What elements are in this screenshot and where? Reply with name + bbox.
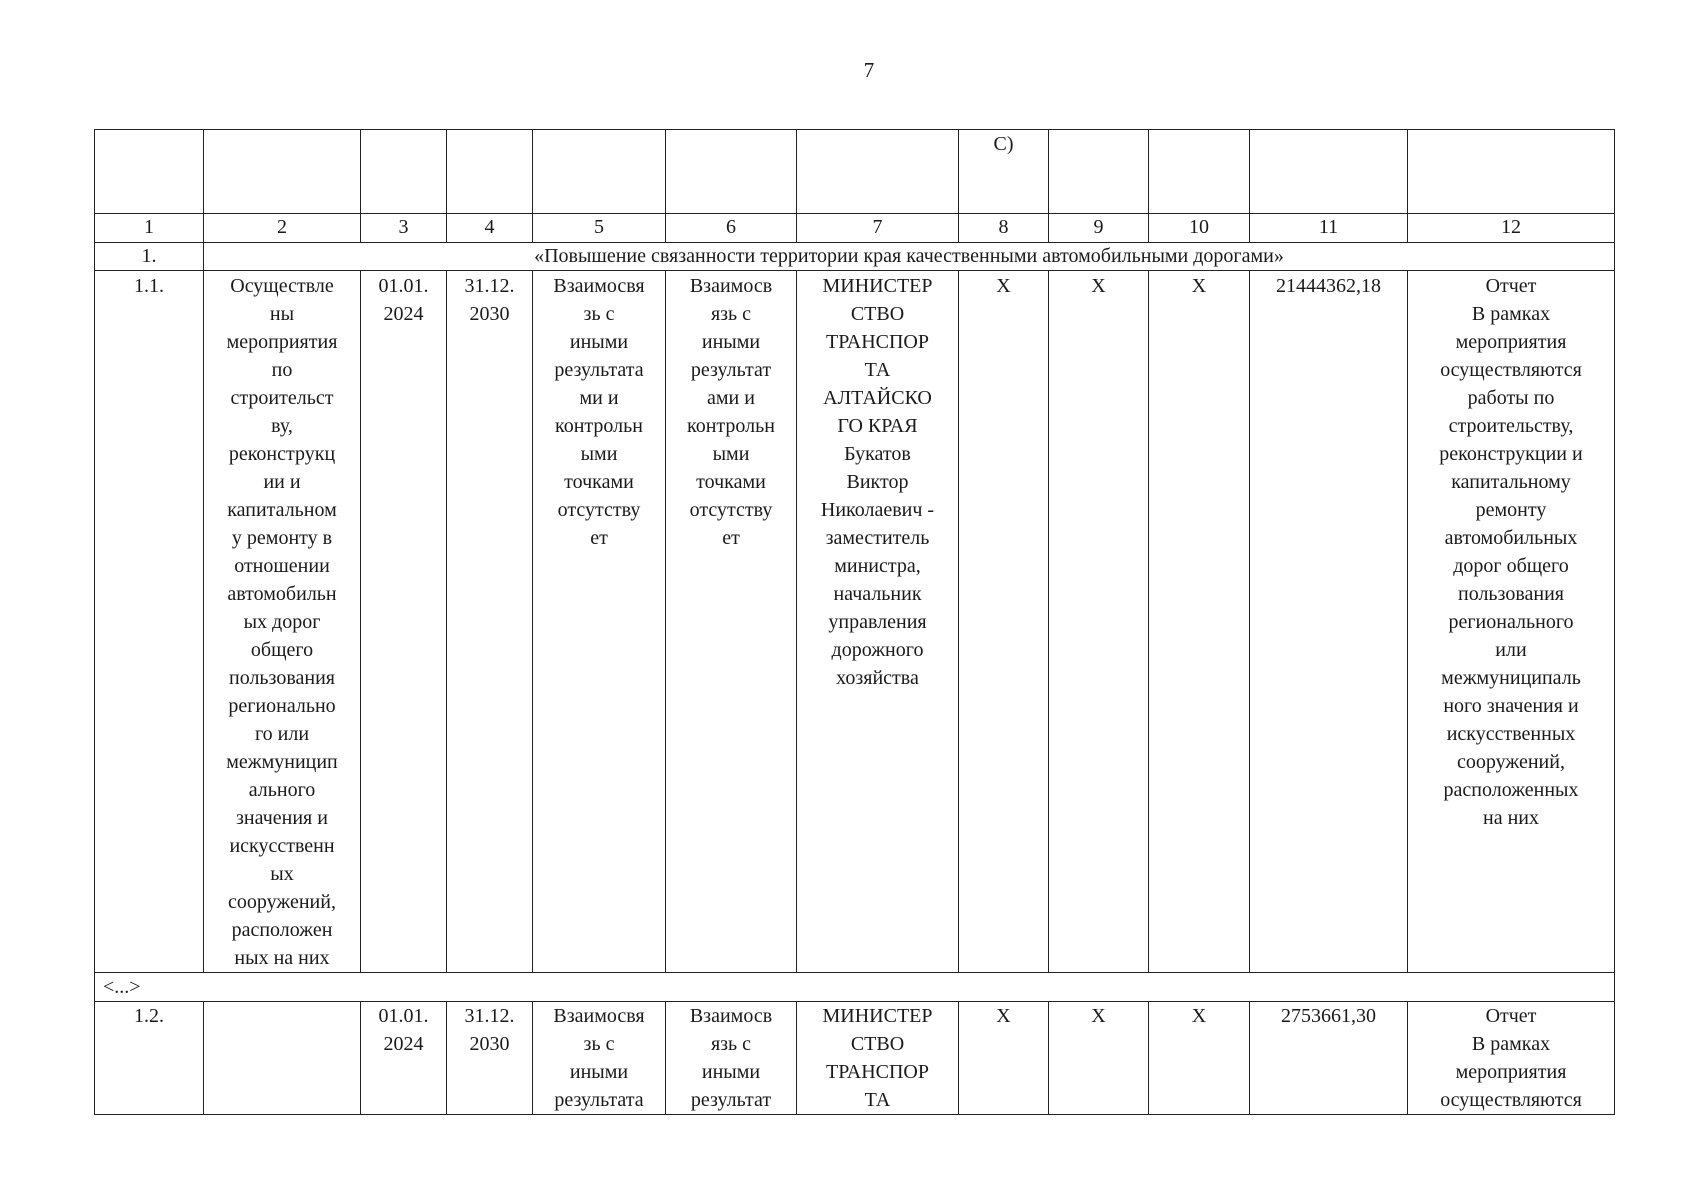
ellipsis: <...> — [95, 973, 1615, 1002]
table-row — [95, 271, 1615, 973]
mark-cell: X — [959, 1002, 1049, 1115]
section-title: «Повышение связанности территории края качественными автомобильными дорогами» — [204, 243, 1615, 271]
mark-cell: X — [1149, 1002, 1250, 1115]
column-number: 7 — [797, 214, 959, 243]
header-cell — [797, 130, 959, 214]
relation-cell: Взаимосвя зь с иными результата — [533, 1002, 666, 1115]
header-cell — [447, 130, 533, 214]
ellipsis-row — [95, 973, 1615, 1002]
section-number: 1. — [95, 243, 204, 271]
header-cell — [1408, 130, 1615, 214]
amount-cell: 2753661,30 — [1250, 1002, 1408, 1115]
column-number: 4 — [447, 214, 533, 243]
end-date: 31.12. 2030 — [447, 1002, 533, 1115]
column-number: 2 — [204, 214, 361, 243]
start-date: 01.01. 2024 — [361, 271, 447, 973]
responsible-cell: МИНИСТЕР СТВО ТРАНСПОР ТА — [797, 1002, 959, 1115]
amount-cell: 21444362,18 — [1250, 271, 1408, 973]
mark-cell: X — [1049, 271, 1149, 973]
header-cell — [533, 130, 666, 214]
column-number: 3 — [361, 214, 447, 243]
relation-cell: Взаимосв язь с иными результат — [666, 1002, 797, 1115]
row-number: 1.2. — [95, 1002, 204, 1115]
end-date: 31.12. 2030 — [447, 271, 533, 973]
column-number: 12 — [1408, 214, 1615, 243]
column-number: 9 — [1049, 214, 1149, 243]
column-number: 10 — [1149, 214, 1250, 243]
header-cell — [666, 130, 797, 214]
measure-description — [204, 1002, 361, 1115]
report-cell: Отчет В рамках мероприятия осуществляются — [1408, 1002, 1615, 1115]
relation-cell: Взаимосв язь с иными результат ами и контрольн ыми точками отсутству ет — [666, 271, 797, 973]
row-number: 1.1. — [95, 271, 204, 973]
header-cell — [1149, 130, 1250, 214]
responsible-cell: МИНИСТЕР СТВО ТРАНСПОР ТА АЛТАЙСКО ГО КРАЯ Букатов Виктор Николаевич - заместитель министра, начальник управления дорожного хозяйства — [797, 271, 959, 973]
section-row — [95, 243, 1615, 271]
column-number: 11 — [1250, 214, 1408, 243]
mark-cell: X — [1049, 1002, 1149, 1115]
mark-cell: X — [1149, 271, 1250, 973]
header-cell — [1049, 130, 1149, 214]
table-header-row — [95, 130, 1615, 214]
column-number: 5 — [533, 214, 666, 243]
header-cell — [95, 130, 204, 214]
start-date: 01.01. 2024 — [361, 1002, 447, 1115]
measures-table — [94, 129, 1615, 1115]
relation-cell: Взаимосвя зь с иными результата ми и контрольн ыми точками отсутству ет — [533, 271, 666, 973]
column-number-row — [95, 214, 1615, 243]
header-cell — [361, 130, 447, 214]
header-cell — [204, 130, 361, 214]
report-cell: Отчет В рамках мероприятия осуществляются работы по строительству, реконструкции и капитальному ремонту автомобильных дорог общего пользования регионального или межмуниципаль ного значения и искусственных сооружений, расположенных на них — [1408, 271, 1615, 973]
column-number: 6 — [666, 214, 797, 243]
page-number: 7 — [863, 58, 875, 82]
table-row — [95, 1002, 1615, 1115]
measure-description: Осуществле ны мероприятия по строительст ву, реконструкц ии и капитальном у ремонту в отношении автомобильн ых дорог общего пользования регионально го или межмуницип ального значения и искусственн ых сооружений, расположен ных на них — [204, 271, 361, 973]
header-cell — [1250, 130, 1408, 214]
header-cell: С) — [959, 130, 1049, 214]
column-number: 8 — [959, 214, 1049, 243]
mark-cell: X — [959, 271, 1049, 973]
column-number: 1 — [95, 214, 204, 243]
